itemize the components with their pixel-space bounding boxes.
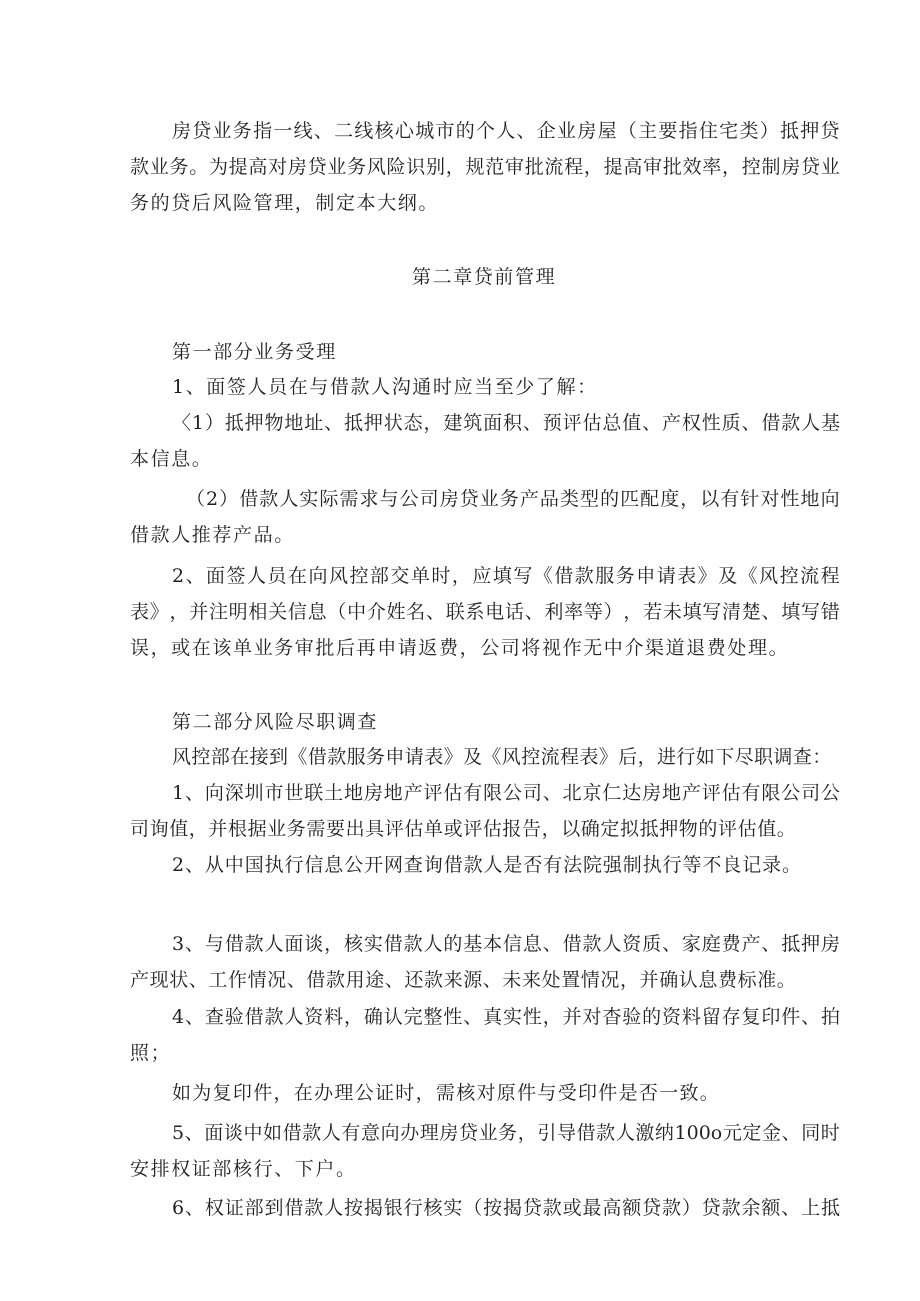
part1-item-2-line-2: 表 》 ， 并 注 明 相 关 信 息 （ 中 介 姓 名 、 联 系 电 话 、 利 率 等 ） ， 若 未 填 写 清 楚 、 填 写 错 (130, 601, 840, 623)
intro-line-2: 款 业 务 。 为 提 高 对 房 贷 业 务 风 险 识 别 ， 规 范 审 批 流 程 ， 提 高 审 批 效 率 ， 控 制 房 贷 业 (130, 156, 840, 178)
part2-item-5-line-1: 5 、 面 谈 中 如 借 款 人 有 意 向 办 理 房 贷 业 务 ， 引 导 借 款 人 激 纳 100o 元 定 金 、 同 时 (172, 1122, 840, 1144)
part1-sub2-line-2: 借款人推荐产品。 (130, 524, 295, 546)
part1-sub1-line-2: 本信息。 (130, 448, 213, 470)
intro-line-1: 房 贷 业 务 指 一 线 、 二 线 核 心 城 市 的 个 人 、 企 业 房 屋 （ 主 要 指 住 宅 类 ） 抵 押 贷 (172, 120, 840, 142)
part2-item-2: 2、从中国执行信息公开网查询借款人是否有法院强制执行等不良记录。 (172, 854, 802, 876)
part2-item-4-note: 如为复印件，在办理公证时，需核对原件与受印件是否一致。 (172, 1082, 721, 1104)
part1-item-2-line-1: 2 、 面 签 人 员 在 向 风 控 部 交 单 时 ， 应 填 写 《 借 款 服 务 申 请 表 》 及 《 风 控 流 程 (172, 565, 840, 587)
part2-intro: 风控部在接到《借款服务申请表》及《风控流程表》后，进行如下尽职调查： (172, 746, 832, 768)
part2-item-3-line-1: 3 、 与 借 款 人 面 谈 ， 核 实 借 款 人 的 基 本 信 息 、 借 款 人 资 质 、 家 庭 费 产 、 抵 押 房 (172, 933, 840, 955)
part2-item-6-line-1: 6 、 权 证 部 到 借 款 人 按 揭 银 行 核 实 （ 按 揭 贷 款 或 最 高 额 贷 款 ） 贷 款 余 额 、 上 抵 (172, 1197, 840, 1219)
part1-item-1: 1、面签人员在与借款人沟通时应当至少了解： (172, 376, 598, 398)
part2-item-3-line-2: 产现状、工作情况、借款用途、还款来源、未来处置情况，并确认息费标准。 (130, 969, 797, 991)
part1-heading: 第一部分业务受理 (172, 341, 337, 363)
part1-sub2-line-1: （ 2 ） 借 款 人 实 际 需 求 与 公 司 房 贷 业 务 产 品 类 型 的 匹 配 度 ， 以 有 针 对 性 地 向 (186, 488, 840, 510)
intro-line-3: 务的贷后风险管理，制定本大纲。 (130, 192, 440, 214)
part2-item-1-line-1: 1 、 向 深 圳 市 世 联 土 地 房 地 产 评 估 有 限 公 司 、 北 京 仁 达 房 地 产 评 估 有 限 公 司 公 (172, 782, 840, 804)
part1-item-2-line-3: 误，或在该单业务审批后再申请返费，公司将视作无中介渠道退费处理。 (130, 637, 790, 659)
part2-heading: 第二部分风险尽职调查 (172, 711, 379, 733)
part1-sub1-line-1: 〈 1 ） 抵 押 物 地 址 、 抵 押 状 态 ， 建 筑 面 积 、 预 评 估 总 值 、 产 权 性 质 、 借 款 人 基 (172, 412, 840, 434)
part2-item-5-line-2: 安排权证部核行、下户。 (130, 1158, 357, 1180)
part2-item-4-line-2: 照； (130, 1042, 172, 1064)
part2-item-1-line-2: 司询值，并根据业务需要出具评估单或评估报告，以确定拟抵押物的评估值。 (130, 818, 797, 840)
part2-item-4-line-1: 4 、 查 验 借 款 人 资 料 ， 确 认 完 整 性 、 真 实 性 ， 并 对 杳 验 的 资 料 留 存 复 印 件 、 拍 (172, 1006, 840, 1028)
chapter-title: 第二章贷前管理 (412, 266, 557, 288)
